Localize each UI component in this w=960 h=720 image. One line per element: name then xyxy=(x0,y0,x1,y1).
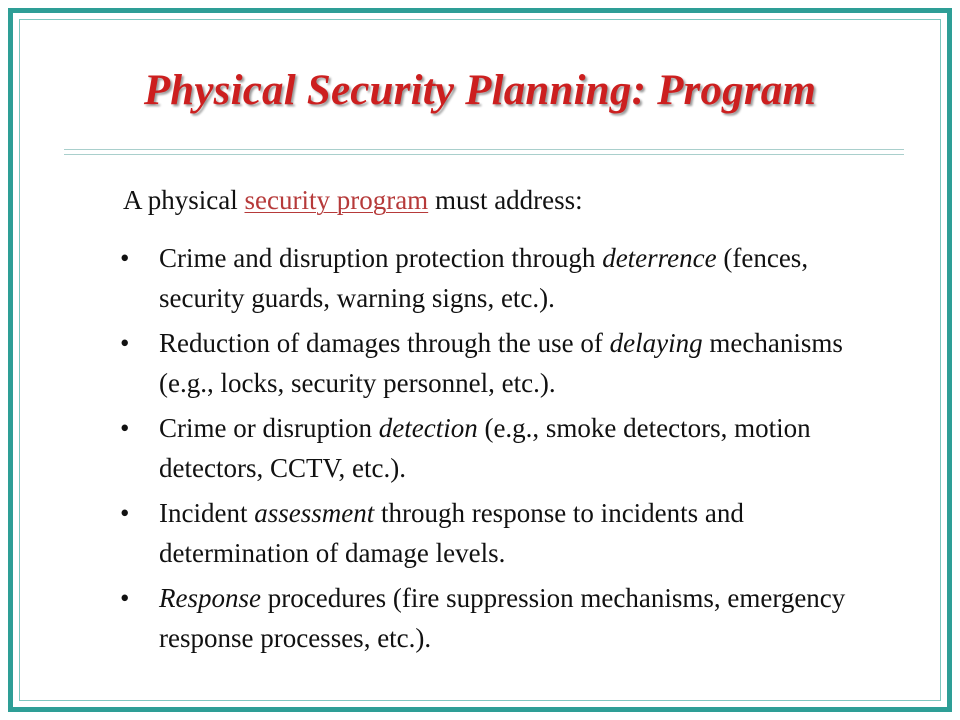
title-divider-top xyxy=(64,149,904,150)
bullet-dot: • xyxy=(120,498,130,528)
bullet-text: (fences, security guards, warning signs, etc.). xyxy=(159,243,809,313)
bullet-text: procedures (fire suppression mechanisms, emergency response processes, etc.). xyxy=(159,583,846,653)
title-divider-bottom xyxy=(64,154,904,155)
bullet-dot: • xyxy=(120,413,130,443)
bullet-dot: • xyxy=(120,243,130,273)
bullet-dot: • xyxy=(120,583,130,613)
bullet-emphasis: Response xyxy=(159,583,261,613)
bullet-dot: • xyxy=(120,328,130,358)
bullet-emphasis: detection xyxy=(378,413,478,443)
bullet-text: Crime and disruption protection through xyxy=(159,243,603,273)
bullet-item-deterrence xyxy=(118,238,858,318)
bullet-item-detection xyxy=(118,408,858,488)
bullet-text: Crime or disruption xyxy=(159,413,379,443)
bullet-list xyxy=(118,238,858,663)
bullet-text: mechanisms (e.g., locks, security personnel, etc.). xyxy=(159,328,843,398)
bullet-item-delaying xyxy=(118,323,858,403)
bullet-text: through response to incidents and determination of damage levels. xyxy=(159,498,744,568)
slide-title: Physical Security Planning: Program xyxy=(143,67,817,114)
bullet-text: (e.g., smoke detectors, motion detectors, CCTV, etc.). xyxy=(159,413,811,483)
bullet-text: Incident xyxy=(159,498,255,528)
bullet-emphasis: deterrence xyxy=(602,243,717,273)
intro-text-before: A physical xyxy=(123,185,245,215)
intro-line xyxy=(123,185,583,216)
bullet-text: Reduction of damages through the use of xyxy=(159,328,610,358)
bullet-item-assessment xyxy=(118,493,858,573)
bullet-emphasis: assessment xyxy=(254,498,375,528)
security-program-link[interactable]: security program xyxy=(244,185,429,215)
bullet-emphasis: delaying xyxy=(609,328,703,358)
intro-text-after: must address: xyxy=(428,185,583,215)
bullet-item-response xyxy=(118,578,858,658)
